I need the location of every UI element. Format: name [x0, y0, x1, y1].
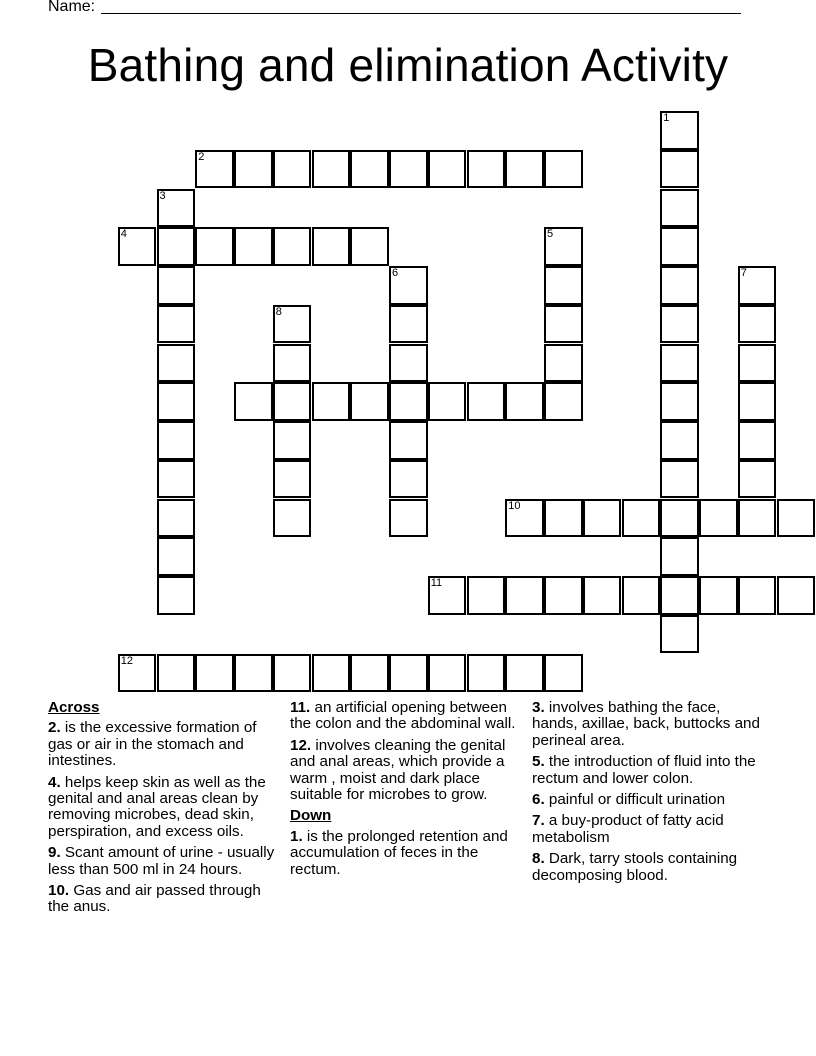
- grid-cell[interactable]: [544, 382, 583, 421]
- grid-cell[interactable]: [467, 150, 506, 189]
- grid-cell[interactable]: [157, 266, 196, 305]
- grid-cell[interactable]: [660, 615, 699, 654]
- grid-cell[interactable]: [157, 499, 196, 538]
- grid-cell[interactable]: [389, 382, 428, 421]
- grid-cell[interactable]: [738, 499, 777, 538]
- grid-cell[interactable]: [389, 305, 428, 344]
- grid-cell[interactable]: [157, 421, 196, 460]
- grid-cell[interactable]: [273, 499, 312, 538]
- grid-cell[interactable]: [505, 499, 544, 538]
- clue-number-label: 1: [663, 112, 670, 124]
- grid-cell[interactable]: [157, 460, 196, 499]
- grid-cell[interactable]: [738, 344, 777, 383]
- grid-cell[interactable]: [660, 305, 699, 344]
- name-label: Name:: [48, 0, 96, 15]
- grid-cell[interactable]: [195, 227, 234, 266]
- grid-cell[interactable]: [157, 227, 196, 266]
- grid-cell[interactable]: [660, 421, 699, 460]
- clue-number-label: 10: [508, 499, 521, 512]
- grid-cell[interactable]: [660, 499, 699, 538]
- grid-cell[interactable]: [583, 499, 622, 538]
- grid-cell[interactable]: [738, 266, 777, 305]
- grid-cell[interactable]: [389, 150, 428, 189]
- grid-cell[interactable]: [660, 227, 699, 266]
- grid-cell[interactable]: [195, 654, 234, 693]
- grid-cell[interactable]: [273, 344, 312, 383]
- clue-across-9: 9. Scant amount of urine - usually less than 500 ml in 24 hours.: [48, 844, 275, 878]
- grid-cell[interactable]: [544, 266, 583, 305]
- grid-cell[interactable]: [273, 654, 312, 693]
- grid-cell[interactable]: [389, 460, 428, 499]
- clue-down-8: 8. Dark, tarry stools containing decomposing blood.: [532, 850, 738, 884]
- grid-cell[interactable]: [738, 305, 777, 344]
- grid-cell[interactable]: [622, 499, 661, 538]
- clue-number-label: 3: [159, 189, 166, 202]
- grid-cell[interactable]: [157, 537, 196, 576]
- grid-cell[interactable]: [273, 150, 312, 189]
- grid-cell[interactable]: [118, 654, 157, 693]
- grid-cell[interactable]: [389, 499, 428, 538]
- grid-cell[interactable]: [157, 189, 196, 228]
- clue-down-5: 5. the introduction of fluid into the rectum and lower colon.: [532, 753, 756, 787]
- grid-cell[interactable]: [544, 150, 583, 189]
- grid-cell[interactable]: [389, 344, 428, 383]
- grid-cell[interactable]: [544, 344, 583, 383]
- clues-column-3: [532, 700, 764, 889]
- clue-across-10: 10. Gas and air passed through the anus.: [48, 882, 261, 916]
- grid-cell[interactable]: [544, 305, 583, 344]
- grid-cell[interactable]: [234, 382, 273, 421]
- clue-number-label: 6: [392, 267, 399, 279]
- clue-down-7: 7. a buy-product of fatty acid metabolism: [532, 812, 724, 846]
- clue-number-label: 5: [547, 228, 554, 241]
- clue-number-label: 8: [275, 305, 282, 318]
- clue-number-label: 11: [430, 577, 443, 589]
- grid-cell[interactable]: [273, 382, 312, 421]
- grid-cell[interactable]: [389, 266, 428, 305]
- grid-cell[interactable]: [699, 499, 738, 538]
- page-title: Bathing and elimination Activity: [87, 39, 729, 91]
- grid-cell[interactable]: [312, 150, 351, 189]
- grid-cell[interactable]: [505, 576, 544, 615]
- grid-cell[interactable]: [234, 227, 273, 266]
- grid-cell[interactable]: [738, 576, 777, 615]
- grid-cell[interactable]: [118, 227, 157, 266]
- grid-cell[interactable]: [544, 499, 583, 538]
- grid-cell[interactable]: [544, 227, 583, 266]
- grid-cell[interactable]: [505, 150, 544, 189]
- grid-cell[interactable]: [350, 227, 389, 266]
- clue-down-6: 6. painful or difficult urination: [532, 791, 726, 809]
- grid-cell[interactable]: [312, 227, 351, 266]
- grid-cell[interactable]: [389, 654, 428, 693]
- grid-cell[interactable]: [660, 382, 699, 421]
- grid-cell[interactable]: [505, 382, 544, 421]
- clue-number-label: 4: [120, 228, 127, 241]
- clue-across-2: 2. is the excessive formation of gas or air in the stomach and intestines.: [48, 719, 257, 770]
- grid-cell[interactable]: [157, 344, 196, 383]
- grid-cell[interactable]: [350, 382, 389, 421]
- grid-cell[interactable]: [660, 266, 699, 305]
- grid-cell[interactable]: [699, 576, 738, 615]
- grid-cell[interactable]: [428, 150, 467, 189]
- grid-cell[interactable]: [157, 382, 196, 421]
- grid-cell[interactable]: [660, 576, 699, 615]
- grid-cell[interactable]: [583, 576, 622, 615]
- grid-cell[interactable]: [660, 150, 699, 189]
- grid-cell[interactable]: [777, 576, 816, 615]
- grid-cell[interactable]: [622, 576, 661, 615]
- grid-cell[interactable]: [777, 499, 816, 538]
- clue-number-label: 12: [120, 654, 133, 667]
- clue-number-label: 7: [740, 267, 747, 279]
- across-heading: Across: [48, 699, 100, 716]
- grid-cell[interactable]: [350, 150, 389, 189]
- grid-cell[interactable]: [544, 654, 583, 693]
- clue-across-12: 12. involves cleaning the genital and anal areas, which provide a warm , moist and dark place suitable for microbes to grow.: [290, 736, 506, 804]
- grid-cell[interactable]: [273, 460, 312, 499]
- name-blank-line[interactable]: [101, 0, 741, 14]
- grid-cell[interactable]: [428, 654, 467, 693]
- grid-cell[interactable]: [312, 654, 351, 693]
- grid-cell[interactable]: [428, 382, 467, 421]
- grid-cell[interactable]: [157, 654, 196, 693]
- grid-cell[interactable]: [312, 382, 351, 421]
- grid-cell[interactable]: [467, 654, 506, 693]
- grid-cell[interactable]: [195, 150, 234, 189]
- clue-across-11: 11. an artificial opening between the colon and the abdominal wall.: [290, 699, 516, 733]
- grid-cell[interactable]: [544, 576, 583, 615]
- grid-cell[interactable]: [234, 654, 273, 693]
- grid-cell[interactable]: [234, 150, 273, 189]
- grid-cell[interactable]: [660, 189, 699, 228]
- grid-cell[interactable]: [157, 576, 196, 615]
- grid-cell[interactable]: [660, 111, 699, 150]
- grid-cell[interactable]: [350, 654, 389, 693]
- grid-cell[interactable]: [428, 576, 467, 615]
- clues-column-2: [290, 700, 516, 883]
- grid-cell[interactable]: [273, 305, 312, 344]
- clue-across-4: 4. helps keep skin as well as the genital and anal areas clean by removing microbes, dead skin, perspiration, and excess oils.: [48, 773, 266, 840]
- grid-cell[interactable]: [505, 654, 544, 693]
- grid-cell[interactable]: [273, 421, 312, 460]
- grid-cell[interactable]: [273, 227, 312, 266]
- grid-cell[interactable]: [738, 460, 777, 499]
- grid-cell[interactable]: [467, 576, 506, 615]
- down-heading: Down: [290, 807, 332, 825]
- grid-cell[interactable]: [738, 382, 777, 421]
- grid-cell[interactable]: [738, 421, 777, 460]
- grid-cell[interactable]: [157, 305, 196, 344]
- name-field: [48, 0, 741, 16]
- grid-cell[interactable]: [467, 382, 506, 421]
- grid-cell[interactable]: [389, 421, 428, 460]
- clue-down-3: 3. involves bathing the face, hands, axillae, back, buttocks and perineal area.: [532, 699, 760, 749]
- clue-number-label: 2: [198, 150, 205, 163]
- grid-cell[interactable]: [660, 460, 699, 499]
- clue-down-1: 1. is the prolonged retention and accumulation of feces in the rectum.: [290, 827, 508, 878]
- grid-cell[interactable]: [660, 537, 699, 576]
- clues-column-1: [48, 700, 280, 921]
- grid-cell[interactable]: [660, 344, 699, 383]
